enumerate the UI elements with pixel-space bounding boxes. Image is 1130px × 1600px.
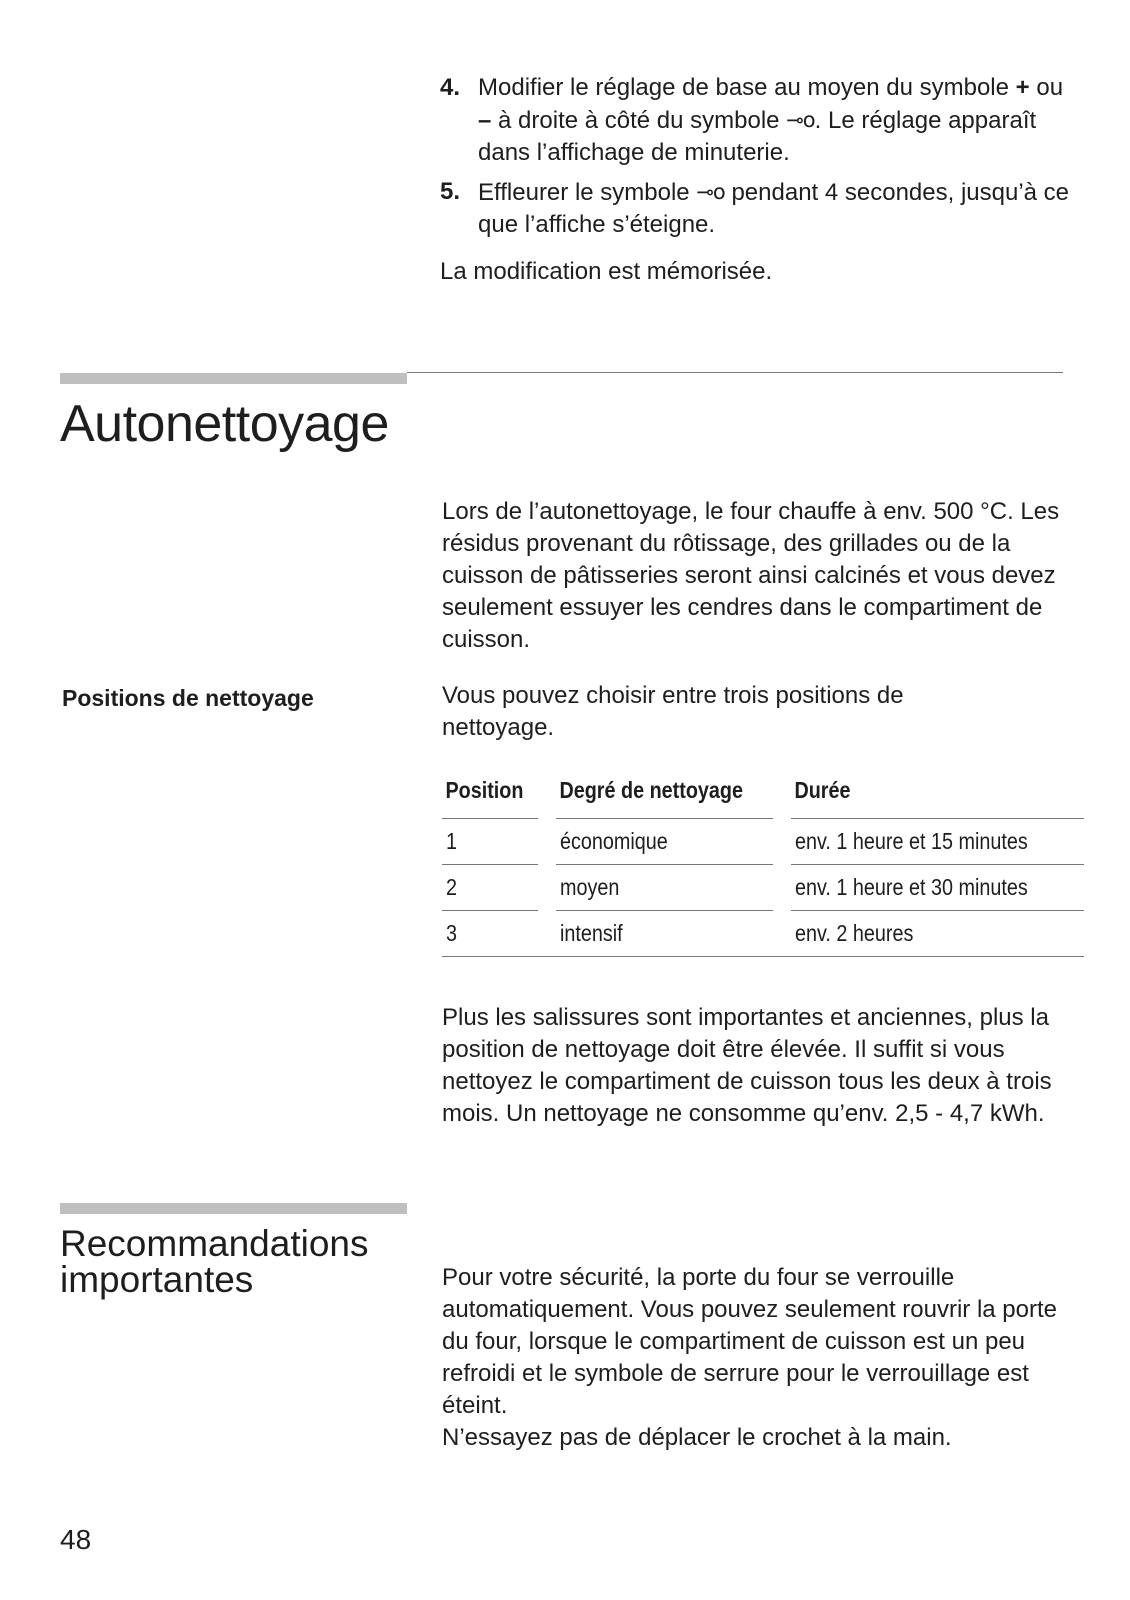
page-number: 48 [60,1524,92,1555]
positions-label: Positions de nettoyage [62,685,314,711]
recommendations-title: Recommandations importantes [60,1223,369,1300]
table-header-row [442,772,1084,818]
table-row [442,818,1084,864]
key-icon: ⊸o [786,108,815,132]
table-row [442,864,1084,910]
step-text: Modifier le réglage de base au moyen du symbole + ou – à droite à côté du symbole ⊸o. Le réglage apparaît dans l’affichage de minuterie. [478,74,1064,166]
header-position: Position [445,776,524,803]
minus-symbol: – [478,107,492,134]
intro-paragraph: Lors de l’autonettoyage, le four chauffe à env. 500 °C. Les résidus provenant du rôtissage, des grillades ou de la cuisson de pâtisseries seront ainsi calcinés et vous devez seulement essuyer les cendres dans le compartiment de cuisson. [442,498,1060,653]
plus-symbol: + [1015,74,1030,101]
cell-position: 1 [446,828,458,854]
saved-note: La modification est mémorisée. [440,258,773,285]
cell-degree: économique [560,828,668,854]
safety-text: Pour votre sécurité, la porte du four se verrouille automatiquement. Vous pouvez seulement rouvrir la porte du four, lorsque le compartiment de cuisson est un peu refroidi et le symbole de serrure pour le verrouillage est éteint. [442,1264,1058,1419]
cell-duration: env. 2 heures [795,920,914,946]
header-duration: Durée [794,776,851,803]
positions-paragraph: Vous pouvez choisir entre trois positions de nettoyage. [442,682,904,741]
step-text: Effleurer le symbole ⊸o pendant 4 secondes, jusqu’à ce que l’affiche s’éteigne. [478,176,1080,241]
header-degree: Degré de nettoyage [559,776,744,803]
cell-duration: env. 1 heure et 15 minutes [795,828,1029,854]
step-number: 4. [440,74,461,101]
key-icon: ⊸o [696,180,725,204]
hook-text: N’essayez pas de déplacer le crochet à la main. [442,1424,952,1451]
cell-degree: moyen [560,874,620,900]
dirt-paragraph: Plus les salissures sont importantes et anciennes, plus la position de nettoyage doit être élevée. Il suffit si vous nettoyez le compartiment de cuisson tous les deux à trois mois. Un nettoyage ne consomme qu’env. 2,5 - 4,7 kWh. [442,1004,1052,1127]
recommendations-rule [60,1203,407,1214]
section-rule-accent [60,373,407,384]
step-list [440,72,1080,248]
cell-position: 2 [446,874,458,900]
step-4 [440,72,1080,169]
cell-position: 3 [446,920,458,946]
safety-paragraph [442,1262,1072,1454]
section-title: Autonettoyage [60,395,389,453]
cell-duration: env. 1 heure et 30 minutes [795,874,1029,900]
section-rule-line [407,372,1063,373]
cleaning-table [442,772,1084,957]
cell-degree: intensif [560,920,623,946]
step-number: 5. [440,178,461,205]
table-row [442,910,1084,957]
step-5 [440,176,1080,241]
